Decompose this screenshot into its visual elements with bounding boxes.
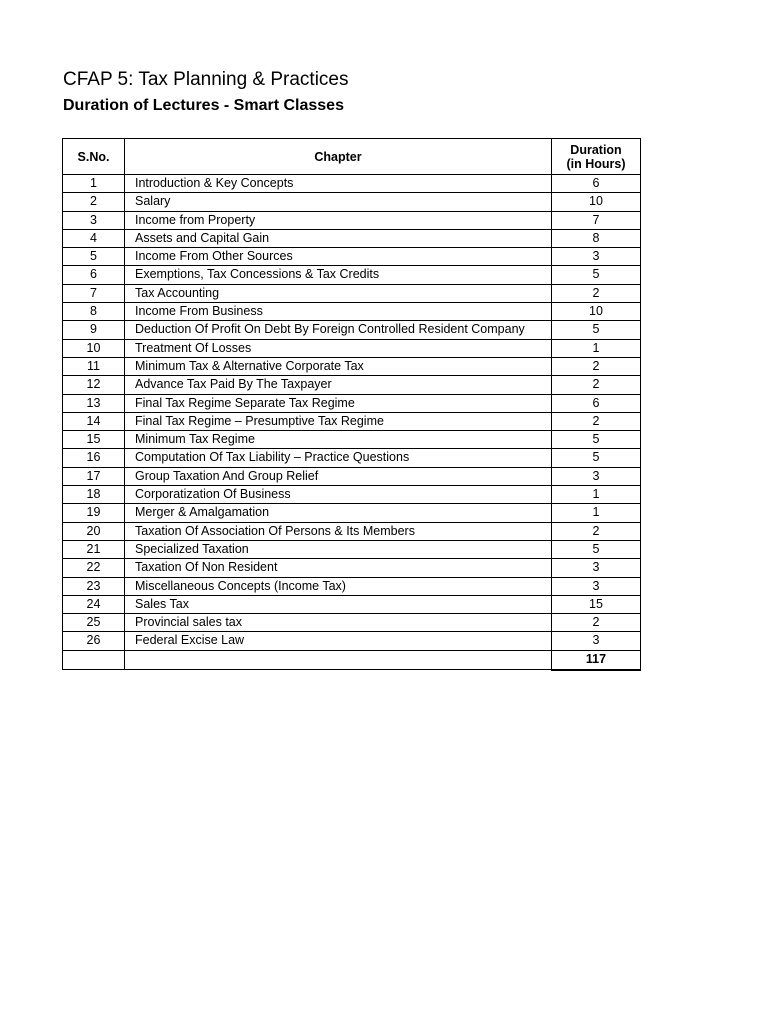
row-chapter: Sales Tax (125, 595, 552, 613)
row-chapter: Income from Property (125, 211, 552, 229)
header-duration-line1: Duration (570, 142, 622, 157)
row-chapter: Taxation Of Non Resident (125, 559, 552, 577)
row-sno: 4 (63, 229, 125, 247)
table-row (63, 175, 641, 193)
row-duration: 5 (552, 321, 641, 339)
row-sno: 17 (63, 467, 125, 485)
row-duration: 3 (552, 559, 641, 577)
table-row (63, 540, 641, 558)
row-sno: 6 (63, 266, 125, 284)
table-row (63, 559, 641, 577)
row-sno: 12 (63, 376, 125, 394)
row-duration: 2 (552, 522, 641, 540)
total-row (63, 650, 641, 670)
row-duration: 1 (552, 486, 641, 504)
row-chapter: Final Tax Regime – Presumptive Tax Regime (125, 412, 552, 430)
row-chapter: Minimum Tax & Alternative Corporate Tax (125, 357, 552, 375)
row-sno: 3 (63, 211, 125, 229)
lecture-duration-table (62, 138, 641, 671)
table-row (63, 357, 641, 375)
row-sno: 13 (63, 394, 125, 412)
table-row (63, 193, 641, 211)
total-duration: 117 (552, 650, 641, 670)
row-duration: 5 (552, 540, 641, 558)
row-duration: 3 (552, 248, 641, 266)
row-duration: 5 (552, 431, 641, 449)
row-chapter: Computation Of Tax Liability – Practice Questions (125, 449, 552, 467)
row-chapter: Final Tax Regime Separate Tax Regime (125, 394, 552, 412)
row-sno: 19 (63, 504, 125, 522)
table-row (63, 394, 641, 412)
row-chapter: Federal Excise Law (125, 632, 552, 650)
row-duration: 2 (552, 412, 641, 430)
row-sno: 2 (63, 193, 125, 211)
row-sno: 20 (63, 522, 125, 540)
row-sno: 23 (63, 577, 125, 595)
row-duration: 10 (552, 303, 641, 321)
header-sno: S.No. (63, 139, 125, 175)
row-chapter: Advance Tax Paid By The Taxpayer (125, 376, 552, 394)
row-chapter: Assets and Capital Gain (125, 229, 552, 247)
header-duration (552, 139, 641, 175)
header-duration-line2: (in Hours) (566, 156, 626, 171)
row-duration: 2 (552, 284, 641, 302)
row-sno: 16 (63, 449, 125, 467)
row-chapter: Group Taxation And Group Relief (125, 467, 552, 485)
row-chapter: Salary (125, 193, 552, 211)
row-chapter: Tax Accounting (125, 284, 552, 302)
table-row (63, 504, 641, 522)
row-sno: 8 (63, 303, 125, 321)
row-duration: 5 (552, 266, 641, 284)
row-chapter: Treatment Of Losses (125, 339, 552, 357)
row-sno: 1 (63, 175, 125, 193)
row-chapter: Provincial sales tax (125, 614, 552, 632)
row-duration: 3 (552, 632, 641, 650)
row-duration: 6 (552, 394, 641, 412)
row-sno: 5 (63, 248, 125, 266)
row-chapter: Exemptions, Tax Concessions & Tax Credits (125, 266, 552, 284)
row-chapter: Deduction Of Profit On Debt By Foreign Controlled Resident Company (125, 321, 552, 339)
row-duration: 8 (552, 229, 641, 247)
row-chapter: Taxation Of Association Of Persons & Its Members (125, 522, 552, 540)
table-row (63, 229, 641, 247)
row-duration: 2 (552, 614, 641, 632)
table-row (63, 211, 641, 229)
row-duration: 3 (552, 467, 641, 485)
table-header-row (63, 139, 641, 175)
row-sno: 15 (63, 431, 125, 449)
row-sno: 22 (63, 559, 125, 577)
row-duration: 3 (552, 577, 641, 595)
row-duration: 7 (552, 211, 641, 229)
row-chapter: Corporatization Of Business (125, 486, 552, 504)
row-sno: 26 (63, 632, 125, 650)
table-row (63, 303, 641, 321)
row-duration: 6 (552, 175, 641, 193)
row-duration: 2 (552, 357, 641, 375)
row-chapter: Income From Business (125, 303, 552, 321)
table-row (63, 284, 641, 302)
row-duration: 1 (552, 339, 641, 357)
table-row (63, 577, 641, 595)
row-chapter: Specialized Taxation (125, 540, 552, 558)
row-duration: 2 (552, 376, 641, 394)
table-row (63, 412, 641, 430)
table-row (63, 614, 641, 632)
row-sno: 21 (63, 540, 125, 558)
row-duration: 1 (552, 504, 641, 522)
row-sno: 25 (63, 614, 125, 632)
table-row (63, 248, 641, 266)
table-row (63, 595, 641, 613)
row-chapter: Miscellaneous Concepts (Income Tax) (125, 577, 552, 595)
total-row-spacer (63, 650, 125, 670)
row-duration: 5 (552, 449, 641, 467)
document-title: CFAP 5: Tax Planning & Practices (63, 69, 349, 90)
row-chapter: Merger & Amalgamation (125, 504, 552, 522)
row-duration: 15 (552, 595, 641, 613)
table-row (63, 486, 641, 504)
table-row (63, 467, 641, 485)
row-chapter: Minimum Tax Regime (125, 431, 552, 449)
table-row (63, 449, 641, 467)
row-sno: 7 (63, 284, 125, 302)
row-chapter: Introduction & Key Concepts (125, 175, 552, 193)
row-sno: 18 (63, 486, 125, 504)
table-row (63, 266, 641, 284)
row-sno: 9 (63, 321, 125, 339)
table-row (63, 339, 641, 357)
table-row (63, 522, 641, 540)
table-row (63, 632, 641, 650)
table-row (63, 376, 641, 394)
table-row (63, 431, 641, 449)
table-row (63, 321, 641, 339)
row-sno: 11 (63, 357, 125, 375)
row-chapter: Income From Other Sources (125, 248, 552, 266)
document-subtitle: Duration of Lectures - Smart Classes (63, 97, 344, 114)
row-sno: 10 (63, 339, 125, 357)
row-sno: 14 (63, 412, 125, 430)
row-duration: 10 (552, 193, 641, 211)
header-chapter: Chapter (125, 139, 552, 175)
row-sno: 24 (63, 595, 125, 613)
total-row-spacer (125, 650, 552, 670)
